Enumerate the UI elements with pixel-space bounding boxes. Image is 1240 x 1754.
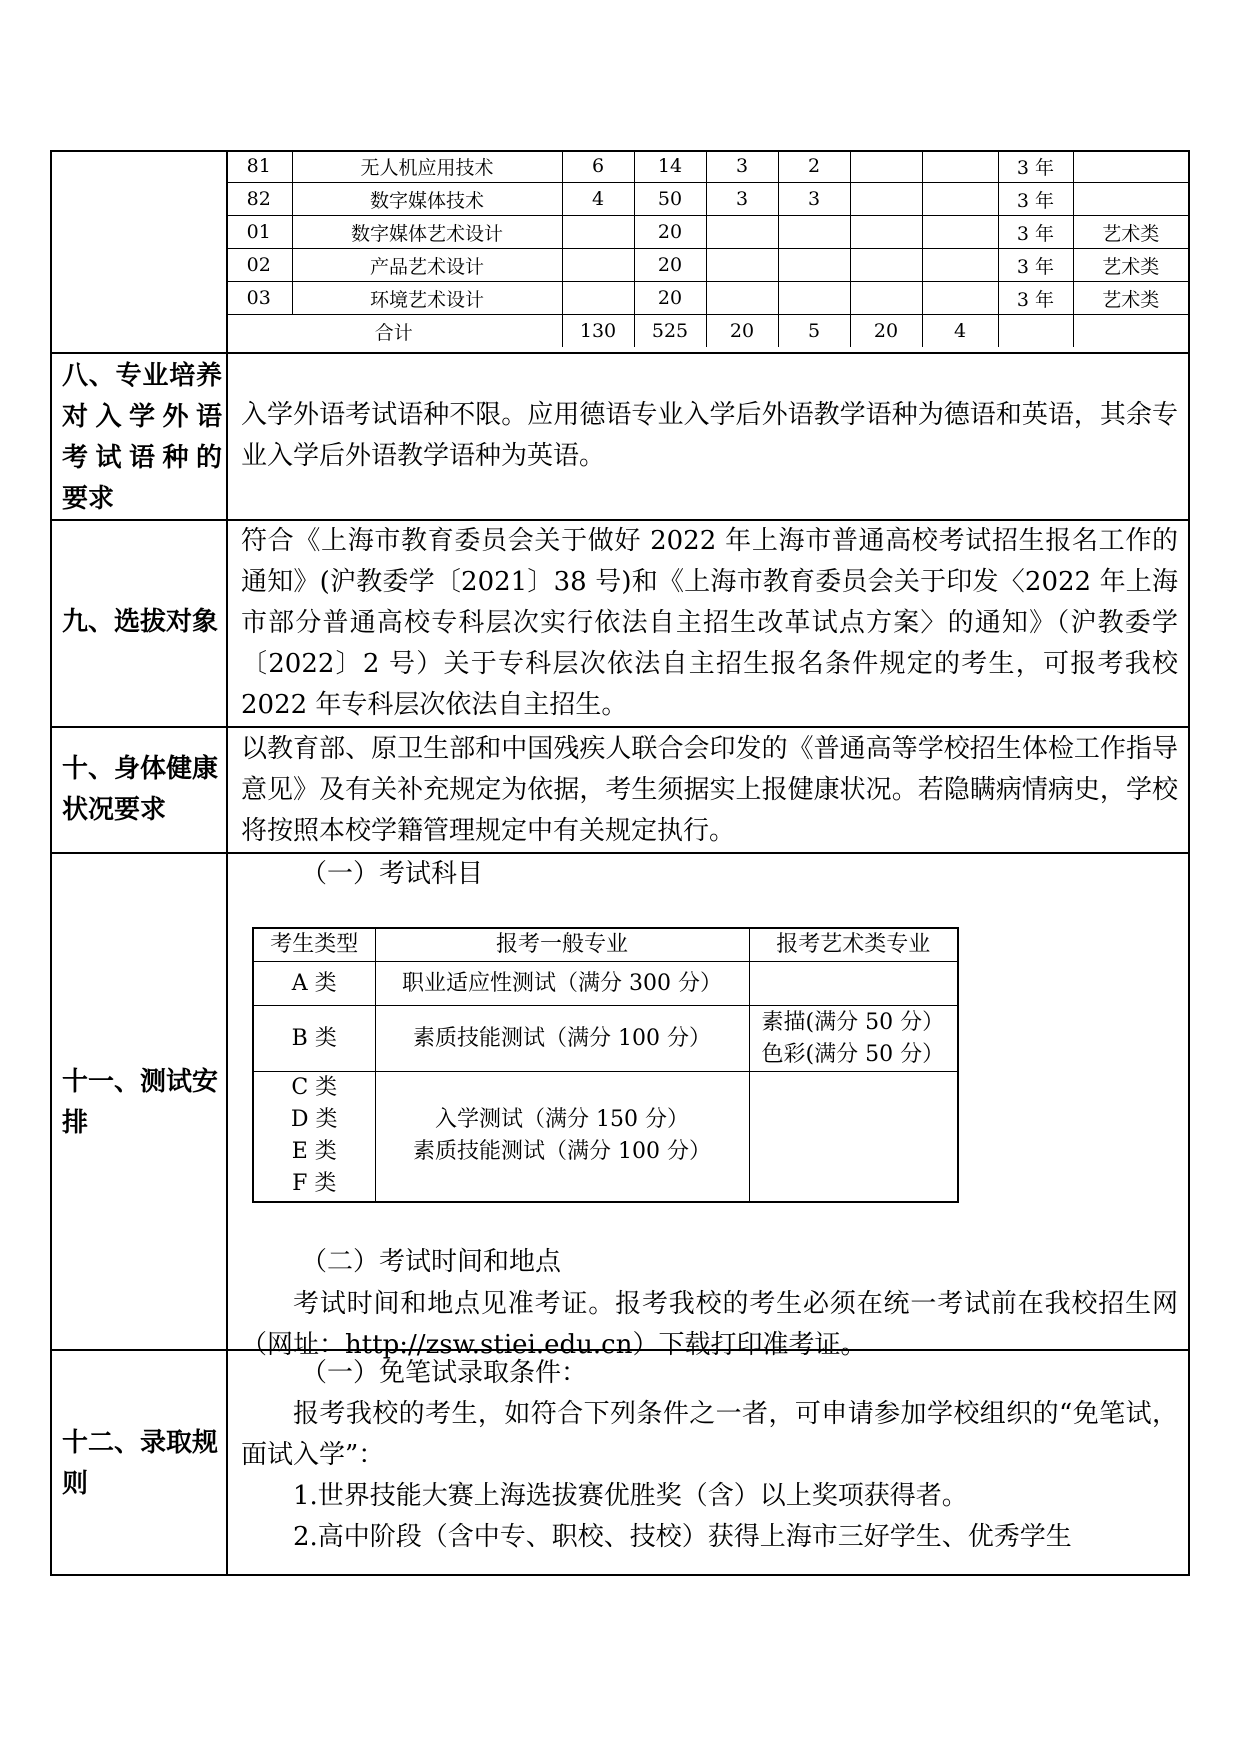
cell-value: 2	[778, 150, 850, 183]
exam-subjects-table	[252, 927, 959, 1203]
study-years: 3 年	[998, 150, 1073, 183]
admission-item-1: 1.世界技能大赛上海选拔赛优胜奖（含）以上奖项获得者。	[293, 1481, 968, 1511]
type-line: D 类	[290, 1107, 338, 1133]
column-header: 报考一般专业	[375, 928, 749, 962]
art-exam-line: 素描(满分 50 分）	[761, 1009, 945, 1035]
column-divider	[226, 150, 228, 1576]
table-row	[253, 1006, 958, 1072]
cell-value	[778, 249, 850, 282]
total-value: 5	[778, 315, 850, 348]
total-label: 合计	[226, 315, 562, 348]
total-value: 525	[634, 315, 706, 348]
art-major-exam	[749, 1006, 958, 1072]
table-row	[226, 282, 1188, 315]
general-major-exam	[375, 1072, 749, 1202]
cell-value: 6	[562, 150, 634, 183]
section12-label-line: 十二、录取规	[62, 1428, 219, 1458]
section12-label-line: 则	[62, 1469, 89, 1499]
table-row	[253, 962, 958, 1006]
cell-value	[778, 216, 850, 249]
study-years: 3 年	[998, 183, 1073, 216]
cell-value	[922, 183, 998, 216]
table-total-row	[226, 315, 1188, 348]
section10-label-line: 状况要求	[62, 795, 167, 825]
art-exam-line: 色彩(满分 50 分）	[761, 1041, 945, 1067]
total-value: 130	[562, 315, 634, 348]
major-note: 艺术类	[1073, 282, 1188, 315]
cell-value: 20	[634, 216, 706, 249]
total-value: 20	[850, 315, 922, 348]
major-name: 环境艺术设计	[292, 282, 562, 315]
section10-text: 以教育部、原卫生部和中国残疾人联合会印发的《普通高等学校招生体检工作指导意见》及有关补充规定为依据，考生须据实上报健康状况。若隐瞒病情病史，学校将按照本校学籍管理规定中有关规定执行。	[241, 734, 1178, 846]
major-code: 81	[226, 150, 292, 183]
major-name: 产品艺术设计	[292, 249, 562, 282]
cell-value: 14	[634, 150, 706, 183]
section9-label: 九、选拔对象	[62, 607, 219, 637]
general-major-exam: 职业适应性测试（满分 300 分）	[375, 962, 749, 1006]
major-name: 无人机应用技术	[292, 150, 562, 183]
cell-value: 50	[634, 183, 706, 216]
column-header: 考生类型	[253, 928, 375, 962]
cell-value	[850, 282, 922, 315]
section8-label-line: 要求	[62, 484, 115, 514]
section11-label-line: 排	[62, 1108, 89, 1138]
cell-value	[922, 282, 998, 315]
cell-value	[850, 150, 922, 183]
major-note: 艺术类	[1073, 249, 1188, 282]
total-value	[1073, 315, 1188, 348]
study-years: 3 年	[998, 216, 1073, 249]
major-name: 数字媒体技术	[292, 183, 562, 216]
study-years: 3 年	[998, 249, 1073, 282]
section8-text: 入学外语考试语种不限。应用德语专业入学后外语教学语种为德语和英语，其余专业入学后外语教学语种为英语。	[241, 400, 1178, 471]
section8-label	[62, 356, 222, 520]
table-header-row	[253, 928, 958, 962]
section10-label	[62, 749, 222, 831]
cell-value	[706, 216, 778, 249]
cell-value	[922, 216, 998, 249]
section8-label-line: 八、专业培养	[62, 361, 222, 391]
major-note	[1073, 183, 1188, 216]
cell-value: 20	[634, 282, 706, 315]
table-row	[226, 183, 1188, 216]
section8-label-line: 对入学外语	[62, 402, 222, 432]
general-major-exam: 素质技能测试（满分 100 分）	[375, 1006, 749, 1072]
cell-value: 4	[562, 183, 634, 216]
study-years: 3 年	[998, 282, 1073, 315]
major-code: 01	[226, 216, 292, 249]
total-value: 4	[922, 315, 998, 348]
row-divider	[50, 726, 1190, 728]
row-divider	[50, 352, 1190, 354]
exam-line: 入学测试（满分 150 分）	[435, 1107, 689, 1133]
table-row	[226, 150, 1188, 183]
cell-value	[922, 249, 998, 282]
total-value: 20	[706, 315, 778, 348]
admission-item-2: 2.高中阶段（含中专、职校、技校）获得上海市三好学生、优秀学生	[293, 1522, 1072, 1552]
table-row	[253, 1072, 958, 1202]
major-name: 数字媒体艺术设计	[292, 216, 562, 249]
candidate-type: B 类	[253, 1006, 375, 1072]
exam-subjects-title: （一）考试科目	[301, 859, 484, 889]
section11-label	[62, 1062, 222, 1144]
cell-value: 3	[706, 183, 778, 216]
section10-label-line: 十、身体健康	[62, 754, 219, 784]
candidate-type: A 类	[253, 962, 375, 1006]
major-code: 02	[226, 249, 292, 282]
major-code: 82	[226, 183, 292, 216]
major-enrollment-table	[226, 150, 1188, 347]
type-line: E 类	[291, 1139, 337, 1165]
cell-value	[922, 150, 998, 183]
art-major-exam	[749, 1072, 958, 1202]
cell-value: 3	[706, 150, 778, 183]
column-header: 报考艺术类专业	[749, 928, 958, 962]
cell-value	[706, 282, 778, 315]
cell-value	[778, 282, 850, 315]
total-value	[998, 315, 1073, 348]
admission-exempt-title: （一）免笔试录取条件：	[301, 1358, 588, 1388]
cell-value	[562, 282, 634, 315]
major-note: 艺术类	[1073, 216, 1188, 249]
cell-value: 20	[634, 249, 706, 282]
exam-line: 素质技能测试（满分 100 分）	[413, 1139, 711, 1165]
cell-value	[850, 249, 922, 282]
cell-value	[850, 216, 922, 249]
type-line: F 类	[292, 1171, 337, 1197]
section8-label-line: 考试语种的	[62, 443, 222, 473]
major-note	[1073, 150, 1188, 183]
cell-value	[562, 249, 634, 282]
major-code: 03	[226, 282, 292, 315]
exam-time-place-text: 考试时间和地点见准考证。报考我校的考生必须在统一考试前在我校招生网（网址：http://zsw.stiei.edu.cn）下载打印准考证。	[241, 1289, 1178, 1360]
table-row	[226, 216, 1188, 249]
art-major-exam	[749, 962, 958, 1006]
section9-text: 符合《上海市教育委员会关于做好 2022 年上海市普通高校考试招生报名工作的通知》(沪教委学〔2021〕38 号)和《上海市教育委员会关于印发〈2022 年上海市部分普通高校专科层次实行依法自主招生改革试点方案〉的通知》（沪教委学〔2022〕2 号）关于专科层次依法自主招生报名条件规定的考生，可报考我校 2022 年专科层次依法自主招生。	[241, 526, 1178, 720]
section11-label-line: 十一、测试安	[62, 1067, 219, 1097]
type-line: C 类	[291, 1075, 338, 1101]
cell-value: 3	[778, 183, 850, 216]
cell-value	[706, 249, 778, 282]
section12-label	[62, 1423, 222, 1505]
cell-value	[850, 183, 922, 216]
cell-value	[562, 216, 634, 249]
candidate-type	[253, 1072, 375, 1202]
admission-intro: 报考我校的考生，如符合下列条件之一者，可申请参加学校组织的“免笔试，面试入学”：	[241, 1399, 1178, 1470]
exam-time-place-title: （二）考试时间和地点	[301, 1247, 562, 1277]
table-row	[226, 249, 1188, 282]
